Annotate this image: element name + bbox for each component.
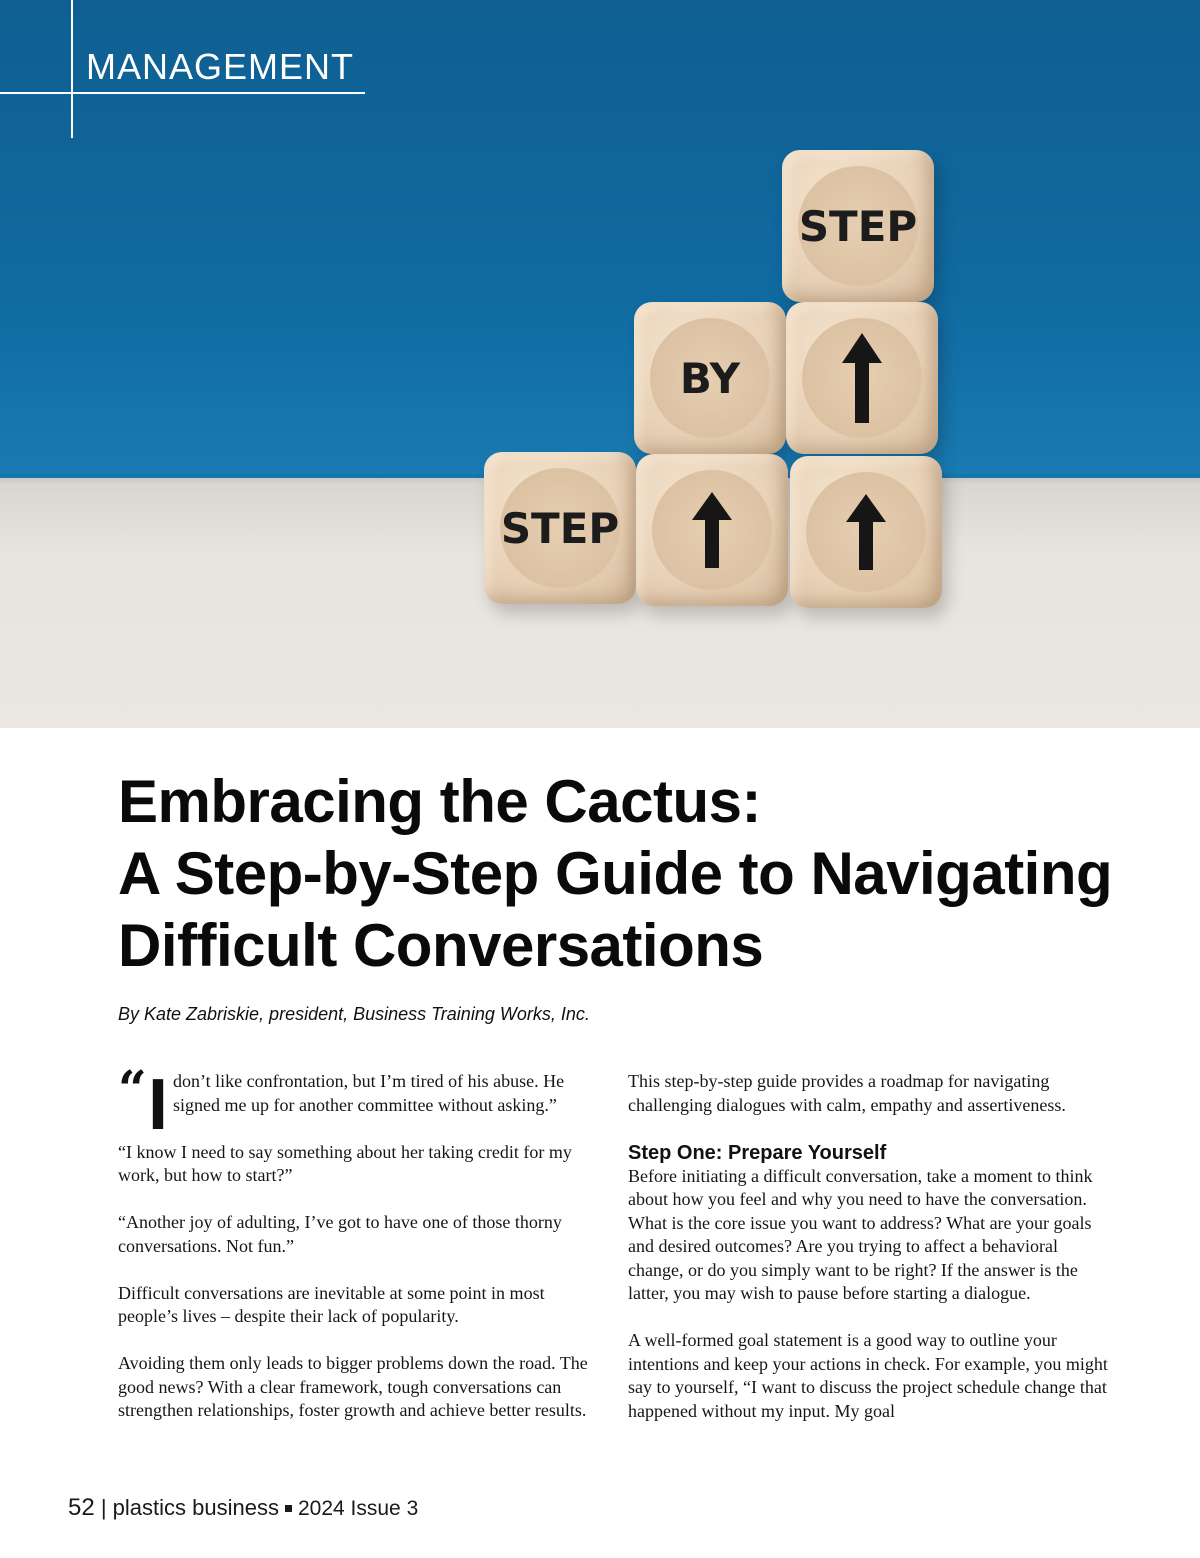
page-footer: [68, 1494, 418, 1522]
cube-step-top: [782, 150, 934, 302]
opening-text: don’t like confrontation, but I’m tired of his abuse. He signed me up for another committee without asking.”: [173, 1071, 565, 1115]
article-title-line-1: Embracing the Cactus:: [118, 768, 761, 835]
cube-word-step-top: STEP: [798, 201, 918, 251]
section-label: MANAGEMENT: [86, 46, 355, 87]
body-paragraph: “I know I need to say something about her taking credit for my work, but how to start?”: [118, 1141, 572, 1185]
cube-word-by: BY: [679, 353, 741, 403]
page-number: 52: [68, 1494, 95, 1521]
article-title-line-3: Difficult Conversations: [118, 912, 764, 979]
section-tag-vertical-rule: [71, 0, 73, 138]
cube-arrow-middle: [786, 302, 938, 454]
body-paragraph: Avoiding them only leads to bigger problems down the road. The good news? With a clear framework, tough conversations can strengthen relationships, foster growth and achieve better results.: [118, 1353, 588, 1420]
step-one-heading: Step One: Prepare Yourself: [628, 1141, 887, 1164]
cube-arrow-bottom-right: [790, 456, 942, 608]
cube-arrow-bottom-left: [636, 454, 788, 606]
right-column: [628, 1070, 1110, 1447]
issue-label: 2024 Issue 3: [297, 1497, 419, 1520]
body-paragraph: “Another joy of adulting, I’ve got to have one of those thorny conversations. Not fun.”: [118, 1212, 562, 1256]
cube-word-step-bottom: STEP: [500, 503, 620, 553]
article-title: [118, 766, 1168, 982]
body-paragraph: Before initiating a difficult conversation, take a moment to think about how you feel and why you need to have the conversation. What is the core issue you want to address? What are your goals and desired outcomes? Are you trying to affect a behavioral change, or do you simply want to be right? If the answer is the latter, you may wish to pause before starting a dialogue.: [628, 1165, 1093, 1303]
arrow-up-icon: [846, 494, 886, 570]
cube-by: [634, 302, 786, 454]
footer-separator: |: [100, 1495, 107, 1520]
cube-step-bottom: [484, 452, 636, 604]
drop-cap: I: [148, 1065, 169, 1145]
opening-quote-mark: “: [118, 1059, 147, 1118]
publication-name: plastics business: [112, 1495, 279, 1520]
left-column: [118, 1059, 594, 1446]
section-tag-horizontal-rule: [0, 92, 365, 94]
intro-paragraph: This step-by-step guide provides a roadmap for navigating challenging dialogues with calm, empathy and assertiveness.: [628, 1071, 1066, 1115]
hero-photo: [0, 0, 1200, 728]
footer-bullet: [285, 1505, 292, 1512]
byline: By Kate Zabriskie, president, Business Training Works, Inc.: [118, 1004, 590, 1024]
body-paragraph: A well-formed goal statement is a good way to outline your intentions and keep your actions in check. For example, you might say to yourself, “I want to discuss the project schedule change that happened without my input. My goal: [628, 1330, 1108, 1421]
article-title-line-2: A Step-by-Step Guide to Navigating: [118, 840, 1113, 907]
opening-quote-paragraph: [118, 1059, 594, 1145]
body-paragraph: Difficult conversations are inevitable at some point in most people’s lives – despite their lack of popularity.: [118, 1282, 545, 1326]
arrow-up-icon: [842, 333, 882, 423]
arrow-up-icon: [692, 492, 732, 568]
